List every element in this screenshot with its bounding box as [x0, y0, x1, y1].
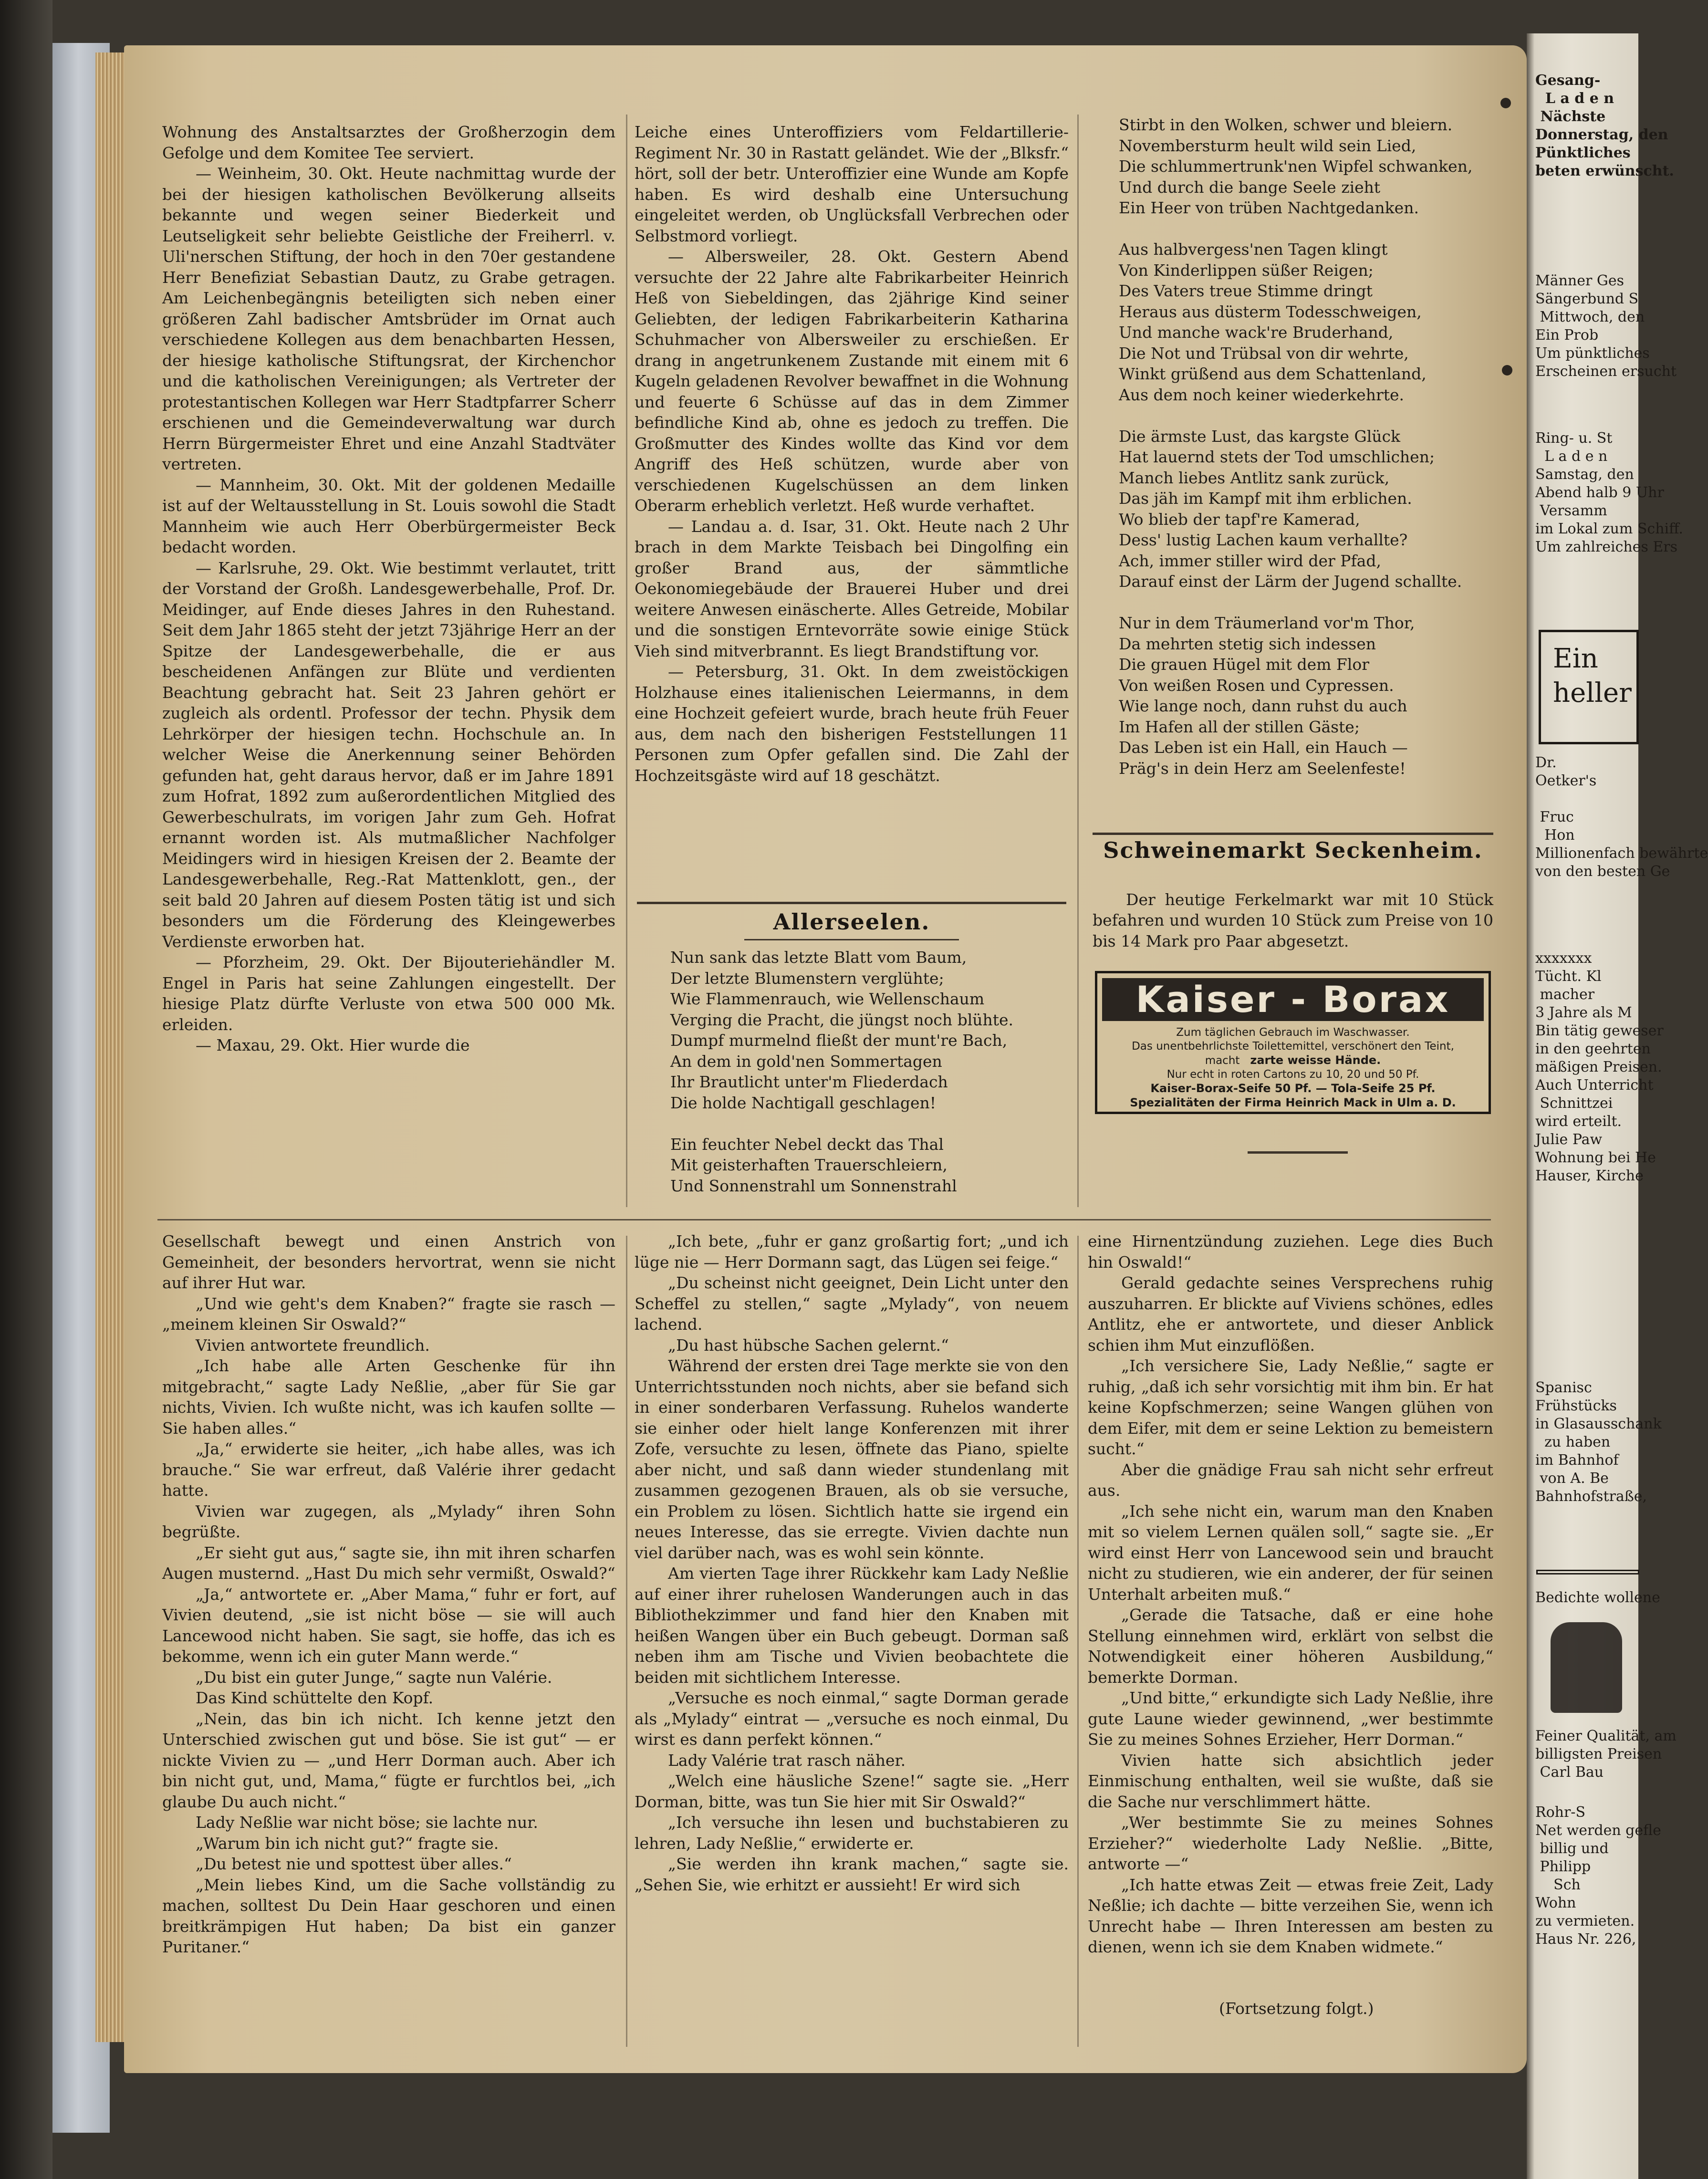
- paragraph: Am vierten Tage ihrer Rückkehr kam Lady Neßlie auf einer ihrer ruhelosen Wanderungen auch in das Bibliothekzimmer und fand hier den Knaben mit heißen Wangen über ein Buch gebeugt. Dorman saß neben ihm am Tische und Vivien beobachtete die beiden mit sichtlichem Interesse.: [635, 1564, 1069, 1687]
- paragraph: — Weinheim, 30. Okt. Heute nachmittag wurde der bei der hiesigen katholischen Bevölkerung allseits bekannte und wegen seiner Biederkeit und Leutseligkeit sehr beliebte Geistliche der Freiherrl. v. Uli'nerschen Stiftung, der hoch in den 70er gestandene Herr Benefiziat Sebastian Dautz, zu Grabe getragen. Am Leichenbegängnis beteiligten sich neben einer größeren Zahl badischer Amtsbrüder im Ornat auch verschiedene Kollegen aus dem benachbarten Hessen, der hiesige katholische Stiftungsrat, der Kirchenchor und die katholischen Vereinigungen; als Vertreter der protestantischen Kollegen war Herr Stadtpfarrer Scherr erschienen und die Gemeindeverwaltung war durch Herrn Bürgermeister Ehret und eine Anzahl Stadtväter vertreten.: [162, 164, 615, 473]
- allerseelen-rule-thin: [744, 939, 959, 940]
- poem-continuation: Stirbt in den Wolken, schwer und bleiern. Novembersturm heult wild sein Lied, Die schlummertrunk'nen Wipfel schwanken, Und durch die bange Seele zieht Ein Heer von trüben Nachtgedanken. Aus halbvergess'nen Tagen klingt Von Kinderlippen süßer Reigen; Des Vaters treue Stimme dringt Heraus aus düsterm Todesschweigen, Und manche wack're Bruderhand, Die Not und Trübsal von dir wehrte, Winkt grüßend aus dem Schattenland, Aus dem noch keiner wiederkehrte. Die ärmste Lust, das kargste Glück Hat lauernd stets der Tod umschlichen; Manch liebes Antlitz sank zurück, Das jäh im Kampf mit ihm erblichen. Wo blieb der tapf're Kamerad, Dess' lustig Lachen kaum verhallte? Ach, immer stiller wird der Pfad, Darauf einst der Lärm der Jugend schallte. Nur in dem Träumerland vor'm Thor, Da mehrten stetig sich indessen Die grauen Hügel mit dem Flor Von weißen Rosen und Cypressen. Wie lange noch, dann ruhst du auch Im Hafen all der stillen Gäste; Das Leben ist ein Hall, ein Hauch — Präg's in dein Herz am Seelenfeste!: [1119, 115, 1473, 778]
- paragraph: „Sie werden ihn krank machen,“ sagte sie. „Sehen Sie, wie erhitzt er aussieht! Er wird sich: [635, 1855, 1069, 1894]
- paragraph: „Du hast hübsche Sachen gelernt.“: [668, 1335, 949, 1355]
- next-page-ad-h: Bedichte wollene: [1535, 1589, 1660, 1606]
- schweinemarkt-rule: [1093, 833, 1493, 835]
- allerseelen-title: Allerseelen.: [773, 909, 930, 935]
- paragraph: — Karlsruhe, 29. Okt. Wie bestimmt verlautet, tritt der Vorstand der Großh. Landesgewerbehalle, Prof. Dr. Meidinger, auf Ende dieses Jahres in den Ruhestand. Seit dem Jahr 1865 steht der jetzt 73jährige Herr an der Spitze der Landesgewerbehalle, die er aus bescheidenen Anfängen zur Blüte und verdienten Beachtung gebracht hat. Seit 23 Jahren gehört er zugleich als ordentl. Professor der techn. Physik dem Lehrkörper der hiesigen techn. Hochschule an. In welcher Weise die Anerkennung seiner Behörden gefunden hat, geht daraus hervor, daß er im Jahre 1891 zum Hofrat, 1892 zum außerordentlichen Mitglied des Gewerbeschulrats, im vorigen Jahr zum Geh. Hofrat ernannt worden ist. Als mutmaßlicher Nachfolger Meidingers wird in hiesigen Kreisen der 2. Beamte der Landesgewerbehalle, Reg.-Rat Mattenklott, gen., der seit bald 20 Jahren auf diesem Posten tätig ist und sich besonders um die Förderung des Kleingewerbes Verdienste erworben hat.: [162, 558, 615, 951]
- column-rule: [1077, 115, 1079, 1207]
- paragraph: „Du betest nie und spottest über alles.“: [196, 1855, 512, 1873]
- paragraph: Vivien antwortete freundlich.: [196, 1335, 430, 1355]
- paragraph: „Warum bin ich nicht gut?“ fragte sie.: [196, 1834, 499, 1853]
- novel-column-3: [1088, 1231, 1493, 1994]
- paragraph: Leiche eines Unteroffiziers vom Feldartillerie-Regiment Nr. 30 in Rastatt geländet. Wie der „Blksfr.“ hört, soll der betr. Unteroffizier eine Wunde am Kopfe haben. Es wird deshalb eine Untersuchung eingeleitet werden, ob Unglücksfall Verbrechen oder Selbstmord vorliegt.: [635, 123, 1069, 245]
- paragraph: Lady Neßlie war nicht böse; sie lachte nur.: [196, 1813, 538, 1832]
- paragraph: „Ich sehe nicht ein, warum man den Knaben mit so vielem Lernen quälen soll,“ sagte sie. „Er wird einst Herr von Lancewood sein und braucht nicht zu studieren, wie ein anderer, der für seinen Unterhalt arbeiten muß.“: [1088, 1501, 1493, 1604]
- paragraph: „Ich versichere Sie, Lady Neßlie,“ sagte er ruhig, „daß ich sehr vorsichtig mit ihm bin. Er hat keine Kopfschmerzen; seine Wangen glühen von dem Eifer, mit dem er seine Lektion zu bemeistern sucht.“: [1088, 1356, 1493, 1458]
- paragraph: eine Hirnentzündung zuziehen. Lege dies Buch hin Oswald!“: [1088, 1232, 1493, 1272]
- novel-column-1: [162, 1231, 615, 2052]
- paragraph: — Albersweiler, 28. Okt. Gestern Abend versuchte der 22 Jahre alte Fabrikarbeiter Heinrich Heß von Siebeldingen, das 2jährige Kind seiner Geliebten, der ledigen Fabrikarbeiterin Katharina Schuhmacher von Albersweiler zu erschießen. Er drang in angetrunkenem Zustande mit einem mit 6 Kugeln geladenen Revolver bewaffnet in die Wohnung und feuerte 6 Schüsse auf das in dem Zimmer befindliche Kind ab, ohne es jedoch zu treffen. Die Großmutter des Kindes wollte das Kind vor dem Angriff des Heß schützen, wurde aber von verschiedenen Kugelschüssen an dem linken Oberarm erheblich verletzt. Heß wurde verhaftet.: [635, 247, 1069, 515]
- paragraph: „Er sieht gut aus,“ sagte sie, ihn mit ihren scharfen Augen musternd. „Hast Du mich sehr vermißt, Oswald?“: [162, 1543, 615, 1583]
- schweinemarkt-title: Schweinemarkt Seckenheim.: [1103, 837, 1483, 863]
- schweinemarkt-text: Der heutige Ferkelmarkt war mit 10 Stück befahren und wurden 10 Stück zum Preise von 10 bis 14 Mark pro Paar abgesetzt.: [1093, 890, 1493, 950]
- kaiser-borax-advert: [1095, 971, 1491, 1114]
- allerseelen-poem: Nun sank das letzte Blatt vom Baum, Der letzte Blumenstern verglühte; Wie Flammenrauch, wie Wellenschaum Verging die Pracht, die jüngst noch blühte. Dumpf murmelnd fließt der munt're Bach, An dem in gold'nen Sommertagen Ihr Brautlicht unter'm Fliederdach Die holde Nachtigall geschlagen! Ein feuchter Nebel deckt das Thal Mit geisterhaften Trauerschleiern, Und Sonnenstrahl um Sonnenstrahl: [670, 948, 1014, 1195]
- paragraph: Lady Valérie trat rasch näher.: [668, 1751, 906, 1770]
- continued-note: (Fortsetzung folgt.): [1219, 1999, 1374, 2018]
- paragraph: — Maxau, 29. Okt. Hier wurde die: [196, 1036, 470, 1054]
- novel-column-2: [635, 1231, 1069, 2052]
- paragraph: „Ja,“ erwiderte sie heiter, „ich habe alles, was ich brauche.“ Sie war erfreut, daß Valérie ihrer gedacht hatte.: [162, 1439, 615, 1500]
- next-page-ad-i: Feiner Qualität, am billigsten Preisen Carl Bau: [1535, 1728, 1677, 1781]
- paragraph: „Und wie geht's dem Knaben?“ fragte sie rasch — „meinem kleinen Sir Oswald?“: [162, 1294, 615, 1334]
- paragraph: — Petersburg, 31. Okt. In dem zweistöckigen Holzhause eines italienischen Leiermanns, in dem eine Hochzeit gefeiert wurde, brach heute früh Feuer aus, dem nach den bisherigen Feststellungen 11 Personen zum Opfer gefallen sind. Die Zahl der Hochzeitsgäste wird auf 18 geschätzt.: [635, 662, 1069, 785]
- paragraph: „Ich versuche ihn lesen und buchstabieren zu lehren, Lady Neßlie,“ erwiderte er.: [635, 1813, 1069, 1853]
- paragraph: „Du bist ein guter Junge,“ sagte nun Valérie.: [196, 1668, 552, 1687]
- next-page-ad-c: Ring- u. St L a d e n Samstag, den Abend halb 9 Uhr Versamm im Lokal zum Schiff. Um zahlreiches Ers: [1535, 430, 1683, 555]
- paragraph: „Nein, das bin ich nicht. Ich kenne jetzt den Unterschied zwischen gut und böse. Sie ist gut“ — er nickte Vivien zu — „und Herr Dorman auch. Aber ich bin nicht gut, und, Mama,“ fügte er furchtlos bei, „ich glaube Du auch nicht.“: [162, 1709, 615, 1811]
- next-page-ad-d: Ein heller: [1553, 643, 1632, 709]
- advert-divider: [1248, 1151, 1348, 1154]
- horse-icon: [1551, 1622, 1622, 1713]
- paragraph: „Welch eine häusliche Szene!“ sagte sie. „Herr Dorman, bitte, was tun Sie hier mit Sir Oswald?“: [635, 1772, 1069, 1811]
- paragraph: „Versuche es noch einmal,“ sagte Dorman gerade als „Mylady“ eintrat — „versuche es noch einmal, Du wirst es dann perfekt können.“: [635, 1689, 1069, 1749]
- paragraph: — Landau a. d. Isar, 31. Okt. Heute nach 2 Uhr brach in dem Markte Teisbach bei Dingolfing ein großer Brand aus, der sämmtliche Oekonomiegebäude der Brauerei Huber und drei weitere Anwesen einäscherte. Alles Getreide, Mobilar und die sonstigen Erntevorräte sowie einige Stück Vieh sind mitverbrannt. Es liegt Brandstiftung vor.: [635, 517, 1069, 660]
- paragraph: Vivien hatte sich absichtlich jeder Einmischung enthalten, weil sie wußte, daß sie die Sache nur verschlimmert hätte.: [1088, 1751, 1493, 1811]
- paragraph: Vivien war zugegen, als „Mylady“ ihren Sohn begrüßte.: [162, 1501, 615, 1541]
- paragraph: „Ich hatte etwas Zeit — etwas freie Zeit, Lady Neßlie; ich dachte — bitte verzeihen Sie, wenn ich Unrecht habe — Ihren Interessen am besten zu dienen, wenn ich sie dem Knaben widmete.“: [1088, 1875, 1493, 1956]
- paragraph: „Ich bete, „fuhr er ganz großartig fort; „und ich lüge nie — Herr Dormann sagt, das Lügen sei feige.“: [635, 1232, 1069, 1272]
- binding-hole: [1500, 98, 1511, 108]
- next-page-ad-j: Rohr-S Net werden gefle billig und Philipp Sch Wohn zu vermieten. Haus Nr. 226,: [1535, 1804, 1661, 1948]
- binding-hole: [1502, 365, 1512, 375]
- paragraph: Während der ersten drei Tage merkte sie von den Unterrichtsstunden noch nichts, aber sie befand sich in einer sonderbaren Verfassung. Ruhelos wanderte sie einher oder hielt lange Konferenzen mit ihrer Zofe, versuchte zu lesen, öffnete das Piano, spielte aber nicht, und saß dann wieder stundenlang mit zusammen gezogenen Brauen, als ob sie versuche, ein Problem zu lösen. Sichtlich hatte sie irgend ein neues Interesse, das sie erregte. Vivien dachte nun viel darüber nach, was es wohl sein könnte.: [635, 1356, 1069, 1562]
- column-rule: [626, 1236, 627, 2047]
- column-rule: [1077, 1236, 1079, 2047]
- advert-text: Zum täglichen Gebrauch im Waschwasser. Das unentbehrlichste Toilettemittel, verschönert den Teint, macht zarte weisse Hände. Nur echt in roten Cartons zu 10, 20 und 50 Pf. Kaiser-Borax-Seife 50 Pf. — Tola-Seife 25 Pf. Spezialitäten der Firma Heinrich Mack in Ulm a. D.: [1130, 1026, 1456, 1109]
- paragraph: „Ich habe alle Arten Geschenke für ihn mitgebracht,“ sagte Lady Neßlie, „aber für Sie gar nichts, Vivien. Ich wußte nicht, was ich kaufen sollte — Sie haben alles.“: [162, 1356, 615, 1438]
- paragraph: „Du scheinst nicht geeignet, Dein Licht unter den Scheffel zu stellen,“ sagte „Mylady“, von neuem lachend.: [635, 1273, 1069, 1334]
- paragraph: „Ja,“ antwortete er. „Aber Mama,“ fuhr er fort, auf Vivien deutend, „sie ist nicht böse — sie will auch Lancewood nicht haben. Sie sagt, sie hoffe, das ich es bekomme, wenn ich ein guter Mann werde.“: [162, 1585, 615, 1666]
- next-page-ad-a: Gesang- L a d e n Nächste Donnerstag, den Pünktliches beten erwünscht.: [1535, 72, 1674, 179]
- next-page-ad-f: xxxxxxx Tücht. Kl macher 3 Jahre als M Bin tätig geweser in den geehrten mäßigen Preisen. Auch Unterricht Schnittzei wird erteilt. Julie Paw Wohnung bei He Hauser, Kirche: [1535, 950, 1664, 1184]
- book-binding: [0, 0, 52, 2179]
- next-page-ad-e: Dr. Oetker's Fruc Hon Millionenfach bewährte von den besten Ge: [1535, 754, 1708, 880]
- column-rule: [626, 115, 627, 1207]
- paragraph: „Mein liebes Kind, um die Sache vollständig zu machen, solltest Du Dein Haar geschoren und einen breitkrämpigen Hut haben; Da bist ein ganzer Puritaner.“: [162, 1875, 615, 1956]
- paragraph: „Gerade die Tatsache, daß er eine hohe Stellung einnehmen wird, erklärt von selbst die Notwendigkeit einer höheren Ausbildung,“ bemerkte Dorman.: [1088, 1606, 1493, 1687]
- paragraph: Gesellschaft bewegt und einen Anstrich von Gemeinheit, der besonders hervortrat, wenn sie nicht auf ihrer Hut war.: [162, 1232, 615, 1292]
- allerseelen-rule: [637, 902, 1066, 904]
- paragraph: Gerald gedachte seines Versprechens ruhig auszuharren. Er blickte auf Viviens schönes, edles Antlitz, ehe er antwortete, und dieser Anblick schien ihm Mut einzuflößen.: [1088, 1273, 1493, 1355]
- news-column-1: [162, 122, 615, 1209]
- next-page-box: [1536, 1570, 1639, 1574]
- next-page-ad-g: Spanisc Frühstücks in Glasausschank zu haben im Bahnhof von A. Be Bahnhofstraße,: [1535, 1379, 1662, 1505]
- advert-brand: Kaiser - Borax: [1102, 978, 1484, 1021]
- paragraph: Aber die gnädige Frau sah nicht sehr erfreut aus.: [1088, 1460, 1493, 1500]
- next-page-ad-b: Männer Ges Sängerbund S Mittwoch, den Ein Prob Um pünktliches Erscheinen ersucht: [1535, 272, 1677, 380]
- paragraph: „Und bitte,“ erkundigte sich Lady Neßlie, ihre gute Laune wieder gewinnend, „wer bestimmte Sie zu meines Sohnes Erzieher, Herr Dorman.“: [1088, 1689, 1493, 1749]
- paragraph: Wohnung des Anstaltsarztes der Großherzogin dem Gefolge und dem Komitee Tee serviert.: [162, 123, 615, 162]
- paragraph: — Pforzheim, 29. Okt. Der Bijouteriehändler M. Engel in Paris hat seine Zahlungen eingestellt. Der hiesige Platz dürfte Verluste von etwa 500 000 Mk. erleiden.: [162, 953, 615, 1034]
- news-column-2: [635, 122, 1069, 895]
- paragraph: — Mannheim, 30. Okt. Mit der goldenen Medaille ist auf der Weltausstellung in St. Louis sowohl die Stadt Mannheim wie auch Herr Oberbürgermeister Beck bedacht worden.: [162, 475, 615, 556]
- section-divider: [157, 1219, 1491, 1220]
- paragraph: Das Kind schüttelte den Kopf.: [196, 1689, 434, 1707]
- paragraph: „Wer bestimmte Sie zu meines Sohnes Erzieher?“ wiederholte Lady Neßlie. „Bitte, antworte —“: [1088, 1813, 1493, 1873]
